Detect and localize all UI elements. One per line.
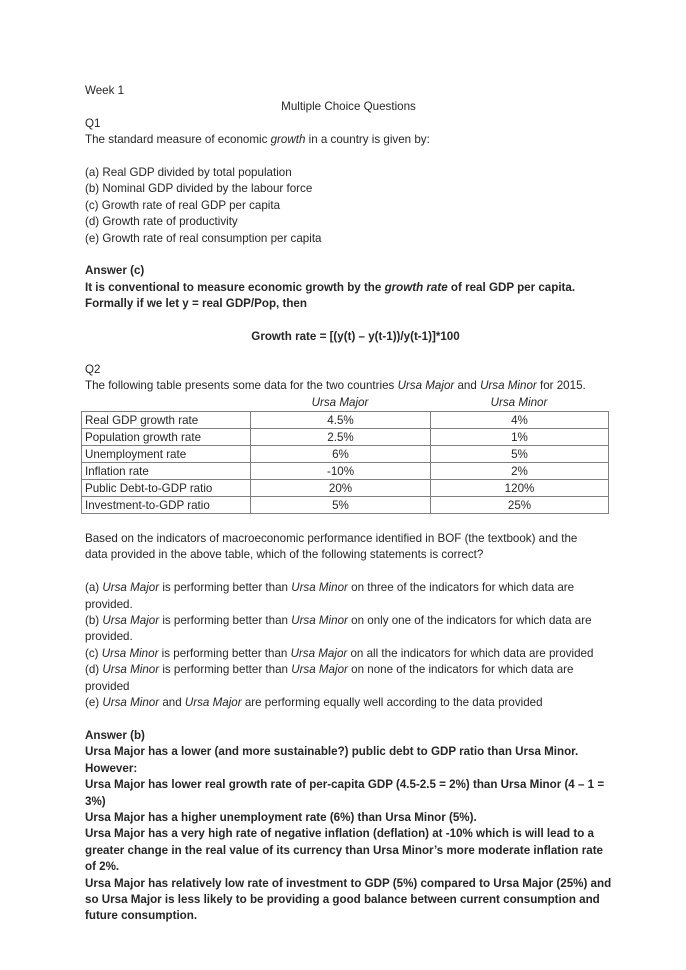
q2-option-text: is performing better than <box>159 581 292 595</box>
q2-option-country: Ursa Minor <box>291 614 348 628</box>
spacer <box>85 345 612 361</box>
q2-option-country: Ursa Minor <box>291 581 348 595</box>
q2-option-text: are performing equally well according to the data provided <box>241 696 543 710</box>
q2-option-text: is performing better than <box>159 663 292 677</box>
spacer <box>85 149 612 165</box>
q1-option: (a) Real GDP divided by total population <box>85 166 292 180</box>
table-cell-ursa-major: 5% <box>251 497 431 514</box>
q2-option-text: on none of the indicators for which data are provided <box>85 663 577 693</box>
q1-stem-emphasis: growth <box>270 133 306 147</box>
q2-stem <box>85 378 612 394</box>
q2-option <box>85 580 612 613</box>
spacer <box>85 313 612 329</box>
q2-option-text: (c) <box>85 646 102 660</box>
indicator-table <box>81 411 609 514</box>
q2-option-text: and <box>159 696 185 710</box>
spacer <box>85 712 612 728</box>
q2-option-text: is performing better than <box>158 646 291 660</box>
q1-stem-after: in a country is given by: <box>305 133 430 147</box>
page-title: Multiple Choice Questions <box>281 100 416 114</box>
table-row <box>82 497 609 514</box>
table-cell-ursa-major: -10% <box>251 463 431 480</box>
q2-option <box>85 695 612 711</box>
q2-number: Q2 <box>85 362 101 376</box>
q1-number: Q1 <box>85 116 101 130</box>
q2-answer-line: However: <box>85 761 138 775</box>
table-cell-indicator: Inflation rate <box>82 463 251 480</box>
q1-option-list <box>85 165 612 247</box>
week-label: Week 1 <box>85 84 125 97</box>
table-cell-ursa-minor: 4% <box>431 412 609 429</box>
q1-answer-heading: Answer (c) <box>85 264 145 278</box>
q2-answer-line: Ursa Major has relatively low rate of investment to GDP (5%) compared to Ursa Major (25%) and so Ursa Major is less likely to be providing a good balance between current consumption and future consumption. <box>85 876 615 923</box>
q1-answer-text-a: It is conventional to measure economic growth by the <box>85 280 385 294</box>
indicator-table-wrap <box>85 411 612 514</box>
q2-option-country: Ursa Major <box>184 696 242 710</box>
q1-option: (d) Growth rate of productivity <box>85 215 238 229</box>
table-cell-ursa-major: 6% <box>251 446 431 463</box>
q2-option <box>85 613 612 646</box>
q2-option-text: (e) <box>85 696 103 710</box>
table-cell-ursa-minor: 120% <box>431 480 609 497</box>
q1-answer-text-b: of real GDP per capita. <box>447 280 576 294</box>
table-cell-ursa-major: 2.5% <box>251 429 431 446</box>
q2-answer-line: Ursa Major has a very high rate of negative inflation (deflation) at -10% which is will lead to a greater change in the real value of its currency than Ursa Minor’s more moderate inflation rate of 2%. <box>85 827 607 874</box>
q2-option-country: Ursa Minor <box>101 646 159 660</box>
table-cell-indicator: Unemployment rate <box>82 446 251 463</box>
table-header-ursa-major: Ursa Major <box>311 395 369 409</box>
table-row <box>82 412 609 429</box>
q2-option <box>85 662 612 695</box>
q1-option: (e) Growth rate of real consumption per capita <box>85 231 322 245</box>
table-cell-ursa-minor: 25% <box>431 497 609 514</box>
q2-stem-b: and <box>454 379 481 393</box>
table-cell-ursa-minor: 2% <box>431 463 609 480</box>
table-header-blank <box>81 395 250 411</box>
q2-answer-line: Ursa Major has a lower (and more sustainable?) public debt to GDP ratio than Ursa Minor. <box>85 745 579 759</box>
q2-answer-body <box>85 744 615 924</box>
q2-prompt-line-2: data provided in the above table, which of the following statements is correct? <box>85 548 484 562</box>
q1-answer-line-2: Formally if we let y = real GDP/Pop, then <box>85 297 307 311</box>
table-cell-ursa-major: 4.5% <box>251 412 431 429</box>
q1-stem-before: The standard measure of economic <box>85 133 271 147</box>
table-cell-ursa-minor: 5% <box>431 446 609 463</box>
table-row <box>82 446 609 463</box>
table-cell-indicator: Investment-to-GDP ratio <box>82 497 251 514</box>
q2-option-text: (a) <box>85 581 103 595</box>
q2-option-text: is performing better than <box>159 614 292 628</box>
table-cell-ursa-major: 20% <box>251 480 431 497</box>
q2-stem-c: for 2015. <box>536 379 586 393</box>
q2-option-text: on three of the indicators for which data are provided. <box>85 581 578 611</box>
spacer <box>85 247 612 263</box>
q1-option: (c) Growth rate of real GDP per capita <box>85 198 281 212</box>
spacer <box>85 514 612 531</box>
table-row <box>82 463 609 480</box>
document-body <box>85 83 615 925</box>
q2-option-country: Ursa Major <box>102 614 160 628</box>
q1-option: (b) Nominal GDP divided by the labour force <box>85 182 313 196</box>
q2-stem-country-minor: Ursa Minor <box>480 379 537 393</box>
q2-option-text: (d) <box>85 663 103 677</box>
q2-option-text: (b) <box>85 614 103 628</box>
q2-option-list <box>85 580 612 711</box>
table-cell-indicator: Real GDP growth rate <box>82 412 251 429</box>
q2-option-text: on only one of the indicators for which data are provided. <box>85 614 595 644</box>
q2-answer-heading: Answer (b) <box>85 728 145 742</box>
table-cell-ursa-minor: 1% <box>431 429 609 446</box>
q2-answer-line: Ursa Major has lower real growth rate of per-capita GDP (4.5-2.5 = 2%) than Ursa Minor (4 – 1 = 3%) <box>85 778 608 808</box>
q2-prompt-line-1: Based on the indicators of macroeconomic performance identified in BOF (the textbook) and the <box>85 532 578 546</box>
growth-rate-formula: Growth rate = [(y(t) – y(t-1))/y(t-1)]*100 <box>251 330 460 344</box>
q2-stem-a: The following table presents some data for the two countries <box>85 379 398 393</box>
q2-answer-line: Ursa Major has a higher unemployment rate (6%) than Ursa Minor (5%). <box>85 810 477 824</box>
q1-answer-emphasis: growth rate <box>384 280 448 294</box>
q2-option-country: Ursa Major <box>290 646 348 660</box>
q2-option <box>85 646 612 662</box>
spacer <box>85 564 612 580</box>
q2-option-text: on all the indicators for which data are provided <box>347 646 594 660</box>
table-cell-indicator: Public Debt-to-GDP ratio <box>82 480 251 497</box>
q2-option-country: Ursa Minor <box>102 663 160 677</box>
q2-stem-country-major: Ursa Major <box>397 379 455 393</box>
q2-option-country: Ursa Minor <box>102 696 160 710</box>
q2-option-country: Ursa Major <box>291 663 348 677</box>
table-row <box>82 429 609 446</box>
table-cell-indicator: Population growth rate <box>82 429 251 446</box>
q2-option-country: Ursa Major <box>102 581 160 595</box>
q1-answer-line-1 <box>85 280 612 296</box>
table-row <box>82 480 609 497</box>
table-header-ursa-minor: Ursa Minor <box>490 395 548 409</box>
q1-stem <box>85 132 612 148</box>
table-column-headers <box>81 395 608 411</box>
